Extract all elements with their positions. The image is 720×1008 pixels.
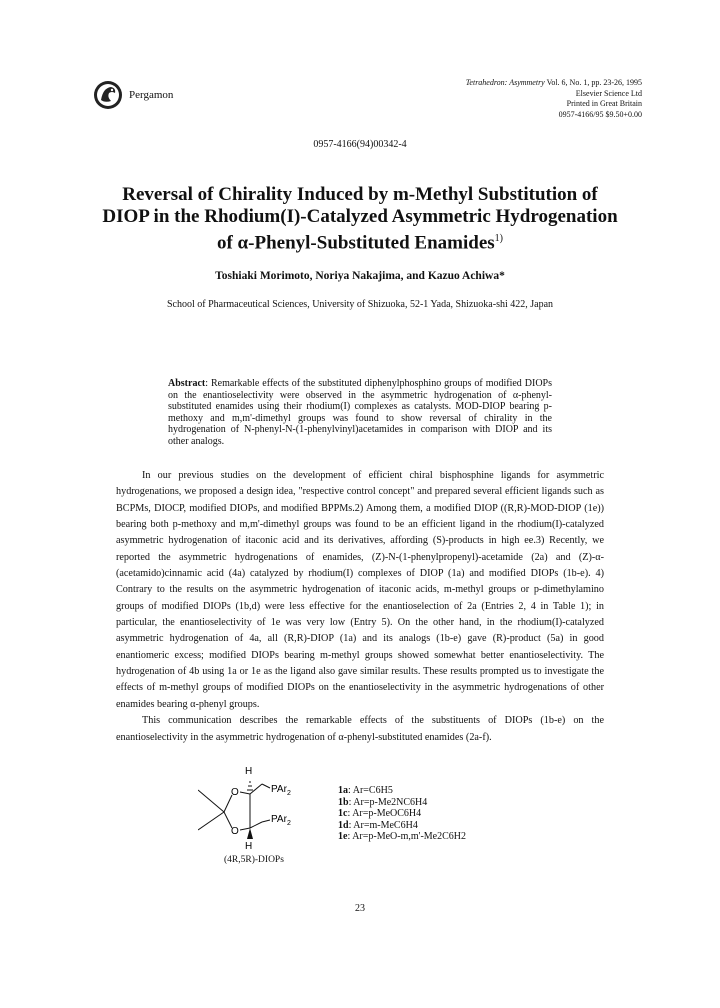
abstract: [168, 378, 552, 447]
ligand-entry: 1c: Ar=p-MeOC6H4: [338, 808, 422, 819]
par2-top-text: PAr: [271, 784, 287, 795]
author-list: Toshiaki Morimoto, Noriya Nakajima, and Kazuo Achiwa*: [215, 270, 505, 282]
ligand-id: 1c: [338, 808, 348, 819]
page-number: 23: [355, 903, 365, 914]
ligand-formula: Ar=p-MeO-m,m'-Me2C6H2: [352, 831, 467, 842]
ligand-entry: 1b: Ar=p-Me2NC6H4: [338, 796, 428, 808]
journal-citation: [342, 78, 642, 89]
abstract-label: Abstract: [168, 378, 206, 389]
title-line-3: [90, 228, 630, 254]
publisher-name: Pergamon: [129, 89, 174, 101]
ligand-id: 1d: [338, 819, 349, 831]
abstract-text: : Remarkable effects of the substituted diphenylphosphino groups of modified DIOPs on the enantioselectivity were observed in the asymmetric hydrogenation of α-phenyl-substituted enamides using their rhodium(I) complexes as catalysts. MOD-DIOP bearing p-methoxy and m,m'-dimethyl groups was found to show reversal of chirality in the hydrogenation of N-phenyl-N-(1-phenylvinyl)acetamides in comparison with DIOP and its other analogs.: [168, 378, 552, 447]
printed-line: Printed in Great Britain: [566, 99, 642, 108]
title-line-1: Reversal of Chirality Induced by m-Methyl Substitution of: [122, 184, 598, 205]
o-top-label: O: [231, 787, 239, 798]
pergamon-logo-icon: [93, 80, 123, 110]
par2-top-label: [271, 784, 291, 797]
journal-name: Tetrahedron: Asymmetry: [465, 78, 545, 87]
title-line-3-text: of α-Phenyl-Substituted Enamides: [216, 232, 495, 254]
par2-bottom-subscript: 2: [286, 820, 291, 827]
body-paragraph-1: In our previous studies on the development of efficient chiral bisphosphine ligands for asymmetric hydrogenations, we proposed a design idea, "respective control concept" and prepared several efficient ligands such as BCPMs, DIOCP, modified DIOPs, and modified BPPMs.2) Among them, a modified DIOP ((R,R)-MOD-DIOP (1e)) bearing both p-methoxy and m,m'-dimethyl groups was found to be an efficient ligand in the rhodium(I)-catalyzed asymmetric hydrogenation of itaconic acid and its derivatives, affording (S)-products in high ee.3) Recently, we reported the asymmetric hydrogenations of enamides, (Z)-N-(1-phenylpropenyl)-acetamide (2a) and (Z)-α-(acetamido)cinnamic acid (4a) catalyzed by rhodium(I) complexes of DIOP (1a) and modified DIOPs (1b-e). 4) Contrary to the results on the asymmetric hydrogenation of itaconic acids, m-methyl groups or p-dimethylamino groups of modified DIOPs (1b,d) were less effective for the enantioselection of 2a (Entries 2, 4 in Table 1); in particular, the enantioselectivity of 1e was very low (Entry 5). On the other hand, in the rhodium(I)-catalyzed asymmetric hydrogenation of 4a, all (R,R)-DIOP (1a) and its analogs (1b-e) gave (R)-product (5a) in good enantiomeric excess; modified DIOPs bearing m-methyl groups showed somewhat better enantioselectivity. The hydrogenation of 4b using 1a or 1e as the ligand also gave similar results. These results prompted us to investigate the effects of m-methyl groups of modified DIOPs on the enantioselectivity in the asymmetric hydrogenations of other enamides bearing α-phenyl groups.: [116, 470, 604, 710]
par2-bottom-text: PAr: [271, 814, 287, 825]
title-footnote-ref: 1): [494, 233, 504, 244]
ligand-id: 1a: [338, 785, 348, 796]
issn-price-line: 0957-4166/95 $9.50+0.00: [558, 109, 642, 119]
publisher-line: Elsevier Science Ltd: [575, 88, 642, 98]
par2-top-subscript: 2: [286, 790, 291, 797]
affiliation: School of Pharmaceutical Sciences, University of Shizuoka, 52-1 Yada, Shizuoka-shi 422, Japan: [166, 299, 554, 310]
ligand-formula: Ar=C6H5: [352, 785, 393, 796]
structure-caption: (4R,5R)-DIOPs: [224, 855, 284, 865]
h-bottom-label: H: [245, 841, 253, 850]
ligand-list: [338, 785, 466, 843]
ligand-entry: 1e: Ar=p-MeO-m,m'-Me2C6H2: [338, 831, 467, 842]
body-text: [116, 468, 604, 746]
journal-volume: Vol. 6, No. 1, pp. 23-26, 1995: [544, 78, 642, 87]
article-identifier: 0957-4166(94)00342-4: [313, 139, 407, 150]
ligand-entry: 1a: Ar=C6H5: [338, 785, 393, 796]
diop-structure-diagram: [198, 760, 308, 850]
o-bottom-label: O: [231, 826, 239, 837]
ligand-formula: Ar=p-MeOC6H4: [352, 808, 422, 819]
ligand-entry: 1d: Ar=m-MeC6H4: [338, 819, 418, 831]
ligand-id: 1e: [338, 831, 348, 842]
h-top-label: H: [245, 766, 253, 777]
ligand-id: 1b: [338, 796, 349, 808]
article-title: [90, 184, 630, 254]
body-paragraph-2: This communication describes the remarkable effects of the substituents of DIOPs (1b-e) on the enantioselectivity in the asymmetric hydrogenation of α-phenyl-substituted enamides (2a-f).: [116, 715, 604, 743]
journal-info: [342, 78, 642, 120]
ligand-formula: Ar=m-MeC6H4: [353, 819, 418, 831]
par2-bottom-label: [271, 814, 291, 827]
ligand-formula: Ar=p-Me2NC6H4: [353, 796, 428, 808]
title-line-2: DIOP in the Rhodium(I)-Catalyzed Asymmetric Hydrogenation: [102, 206, 618, 227]
